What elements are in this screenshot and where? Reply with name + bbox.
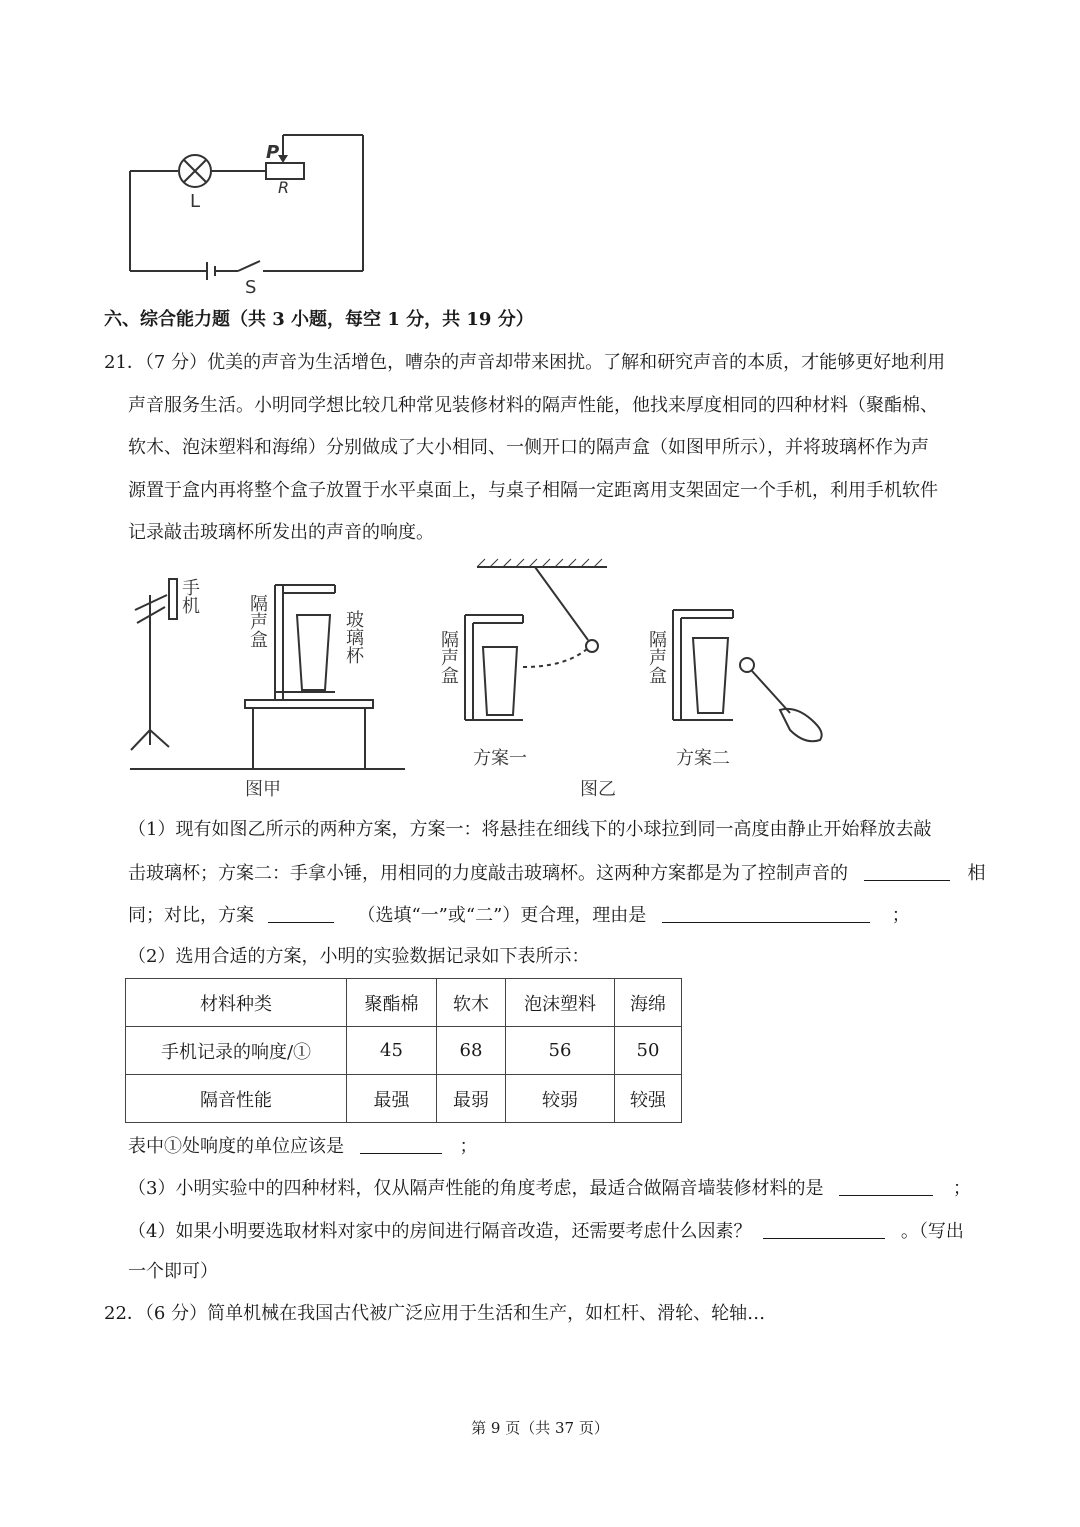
cup-shape <box>693 638 728 713</box>
q21-part1-line2 <box>128 862 985 884</box>
table-row <box>126 1027 682 1075</box>
q21-intro-line: 软木、泡沫塑料和海绵）分别做成了大小相同、一侧开口的隔声盒（如图甲所示），并将玻璃杯作为声 <box>128 437 929 458</box>
lamp-label: L <box>190 191 201 212</box>
q21-part4-text: （4）如果小明要选取材料对家中的房间进行隔音改造，还需要考虑什么因素？ <box>128 1221 752 1242</box>
switch-symbol <box>238 261 260 271</box>
q21-part1-line3 <box>128 904 910 926</box>
phone-stand <box>131 579 177 750</box>
table-cell: 较强 <box>615 1075 682 1123</box>
table-cell: 隔音性能 <box>126 1075 347 1123</box>
q21-part4-text: 。（写出 <box>900 1221 964 1242</box>
q21-intro-line: 记录敲击玻璃杯所发出的声音的响度。 <box>128 522 434 543</box>
plan2-caption: 方案二 <box>676 748 730 769</box>
q21-intro-line: 源置于盒内再将整个盒子放置于水平桌面上，与桌子相隔一定距离用支架固定一个手机，利用手机软件 <box>128 480 938 501</box>
box-label-a: 隔声盒 <box>247 594 268 648</box>
table-cell: 海绵 <box>615 979 682 1027</box>
cup-shape <box>483 647 517 715</box>
slider-label: P <box>266 142 280 163</box>
q21-part1-text: （选填“一”或“二”）更合理，理由是 <box>357 905 647 926</box>
phone-label: 手机 <box>179 578 200 614</box>
box-label-plan2: 隔声盒 <box>646 630 667 684</box>
data-table <box>125 978 682 1123</box>
answer-blank-3[interactable] <box>662 904 870 923</box>
q21-part3-text: ； <box>952 1178 971 1199</box>
table-cell: 材料种类 <box>126 979 347 1027</box>
q21-part4 <box>128 1220 964 1242</box>
box-label-plan1: 隔声盒 <box>438 630 459 684</box>
table-row <box>126 1075 682 1123</box>
q21-part1-text: 相 <box>967 863 986 884</box>
answer-blank-6[interactable] <box>763 1220 885 1239</box>
table-cell: 最强 <box>347 1075 437 1123</box>
table-cell: 56 <box>506 1027 615 1075</box>
table-cell: 50 <box>615 1027 682 1075</box>
q21-part2-intro: （2）选用合适的方案，小明的实验数据记录如下表所示： <box>128 946 590 967</box>
q21-part3 <box>128 1177 971 1199</box>
table-cell: 较弱 <box>506 1075 615 1123</box>
q21-part1-text: ； <box>891 905 910 926</box>
section-title: 六、综合能力题（共 3 小题，每空 1 分，共 19 分） <box>104 309 534 330</box>
fig-a-caption: 图甲 <box>245 779 281 800</box>
q22-line: 22．（6 分）简单机械在我国古代被广泛应用于生活和生产，如杠杆、滑轮、轮轴… <box>104 1303 766 1324</box>
cup-label: 玻璃杯 <box>343 610 364 664</box>
page-footer: 第 9 页（共 37 页） <box>471 1419 609 1437</box>
table-cell: 手机记录的响度/① <box>126 1027 347 1075</box>
q21-part3-text: （3）小明实验中的四种材料，仅从隔声性能的角度考虑，最适合做隔音墙装修材料的是 <box>128 1178 824 1199</box>
circuit-diagram <box>120 125 380 300</box>
table-cell: 泡沫塑料 <box>506 979 615 1027</box>
q21-number-line: 21．（7 分）优美的声音为生活增色，嘈杂的声音却带来困扰。了解和研究声音的本质，才能够更好地利用 <box>104 352 946 373</box>
q21-intro-line: 声音服务生活。小明同学想比较几种常见装修材料的隔声性能，他找来厚度相同的四种材料（聚酯棉、 <box>128 395 938 416</box>
q21-part1-text: 击玻璃杯；方案二：手拿小锤，用相同的力度敲击玻璃杯。这两种方案都是为了控制声音的 <box>128 863 848 884</box>
answer-blank-4[interactable] <box>360 1135 442 1154</box>
q21-part4-line2: 一个即可） <box>128 1261 218 1282</box>
answer-blank-1[interactable] <box>864 862 950 881</box>
answer-blank-5[interactable] <box>839 1177 933 1196</box>
switch-label: S <box>245 277 257 298</box>
resistor-symbol <box>266 163 304 179</box>
table-cell: 聚酯棉 <box>347 979 437 1027</box>
table-cell: 软木 <box>437 979 506 1027</box>
table-row <box>126 979 682 1027</box>
q21-part1-text: 同；对比，方案 <box>128 905 254 926</box>
experiment-figure <box>125 555 835 810</box>
q21-part2-text: ； <box>459 1136 478 1157</box>
plan1-caption: 方案一 <box>473 748 527 769</box>
table-cell: 45 <box>347 1027 437 1075</box>
table-cell: 最弱 <box>437 1075 506 1123</box>
q21-part2-text: 表中①处响度的单位应该是 <box>128 1136 344 1157</box>
q21-part1-line1: （1）现有如图乙所示的两种方案，方案一：将悬挂在细线下的小球拉到同一高度由静止开始释放去敲 <box>128 819 932 840</box>
answer-blank-2[interactable] <box>268 904 334 923</box>
resistor-label: R <box>278 178 290 197</box>
slider-arrow-icon <box>278 155 288 163</box>
table-cell: 68 <box>437 1027 506 1075</box>
cup-shape <box>297 615 330 690</box>
q21-part2-unit <box>128 1135 477 1157</box>
fig-b-caption: 图乙 <box>580 779 616 800</box>
